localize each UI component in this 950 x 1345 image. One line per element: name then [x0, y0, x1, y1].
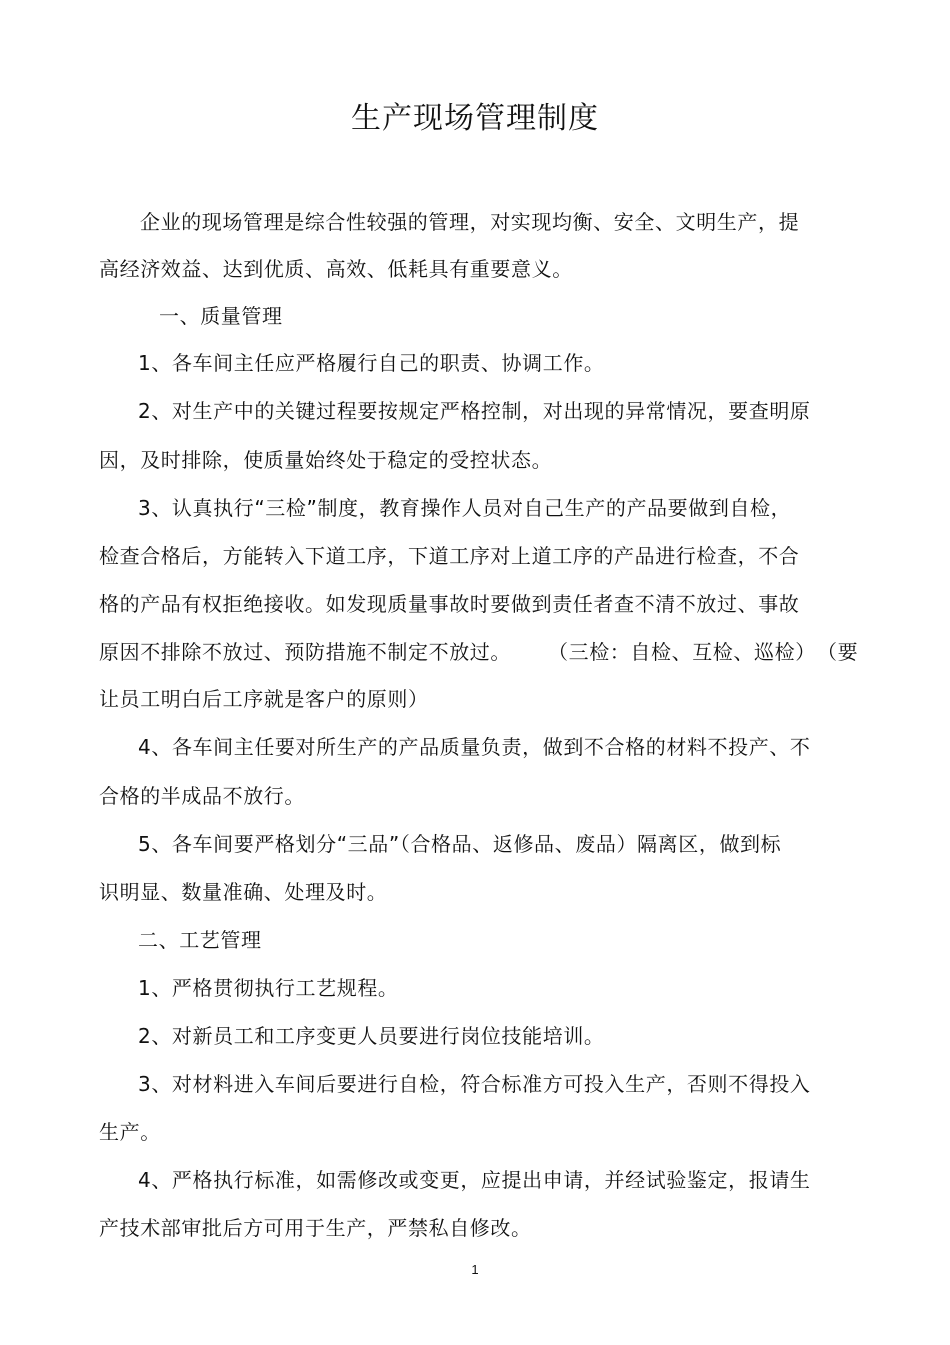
text-line: 3、对材料进入车间后要进行自检，符合标准方可投入生产，否则不得投入: [138, 1072, 811, 1096]
text-line: 企业的现场管理是综合性较强的管理，对实现均衡、安全、文明生产，提: [140, 210, 800, 234]
text-line: 4、各车间主任要对所生产的产品质量负责，做到不合格的材料不投产、不: [138, 735, 811, 759]
text-line: 因，及时排除，使质量始终处于稳定的受控状态。: [99, 448, 553, 472]
text-line: 4、严格执行标准，如需修改或变更，应提出申请，并经试验鉴定，报请生: [138, 1168, 811, 1192]
text-line: 2、对新员工和工序变更人员要进行岗位技能培训。: [138, 1024, 605, 1048]
text-line: 生产。: [99, 1120, 161, 1144]
text-line: 识明显、数量准确、处理及时。: [99, 880, 388, 904]
text-line: 3、认真执行“三检”制度，教育操作人员对自己生产的产品要做到自检，: [138, 496, 792, 520]
text-line: 检查合格后，方能转入下道工序，下道工序对上道工序的产品进行检查，不合: [99, 544, 800, 568]
text-line: 1、各车间主任应严格履行自己的职责、协调工作。: [138, 351, 605, 375]
text-line: （要: [817, 640, 859, 664]
text-line: 5、各车间要严格划分“三品”（合格品、返修品、废品）隔离区，做到标: [138, 832, 782, 856]
text-line: 高经济效益、达到优质、高效、低耗具有重要意义。: [99, 257, 573, 281]
text-line: 让员工明白后工序就是客户的原则）: [99, 687, 429, 711]
text-line: （三检：自检、互检、巡检）: [548, 640, 816, 664]
text-line: 合格的半成品不放行。: [99, 784, 305, 808]
text-line: 1、严格贯彻执行工艺规程。: [138, 976, 399, 1000]
page-number: 1: [471, 1262, 479, 1277]
section-heading: 二、工艺管理: [138, 928, 262, 952]
section-heading: 一、质量管理: [159, 304, 283, 328]
document-title: 生产现场管理制度: [351, 101, 599, 136]
text-line: 格的产品有权拒绝接收。如发现质量事故时要做到责任者查不清不放过、事故: [99, 592, 800, 616]
text-line: 2、对生产中的关键过程要按规定严格控制，对出现的异常情况，要查明原: [138, 399, 811, 423]
text-line: 产技术部审批后方可用于生产，严禁私自修改。: [99, 1216, 532, 1240]
text-line: 原因不排除不放过、预防措施不制定不放过。: [99, 640, 511, 664]
